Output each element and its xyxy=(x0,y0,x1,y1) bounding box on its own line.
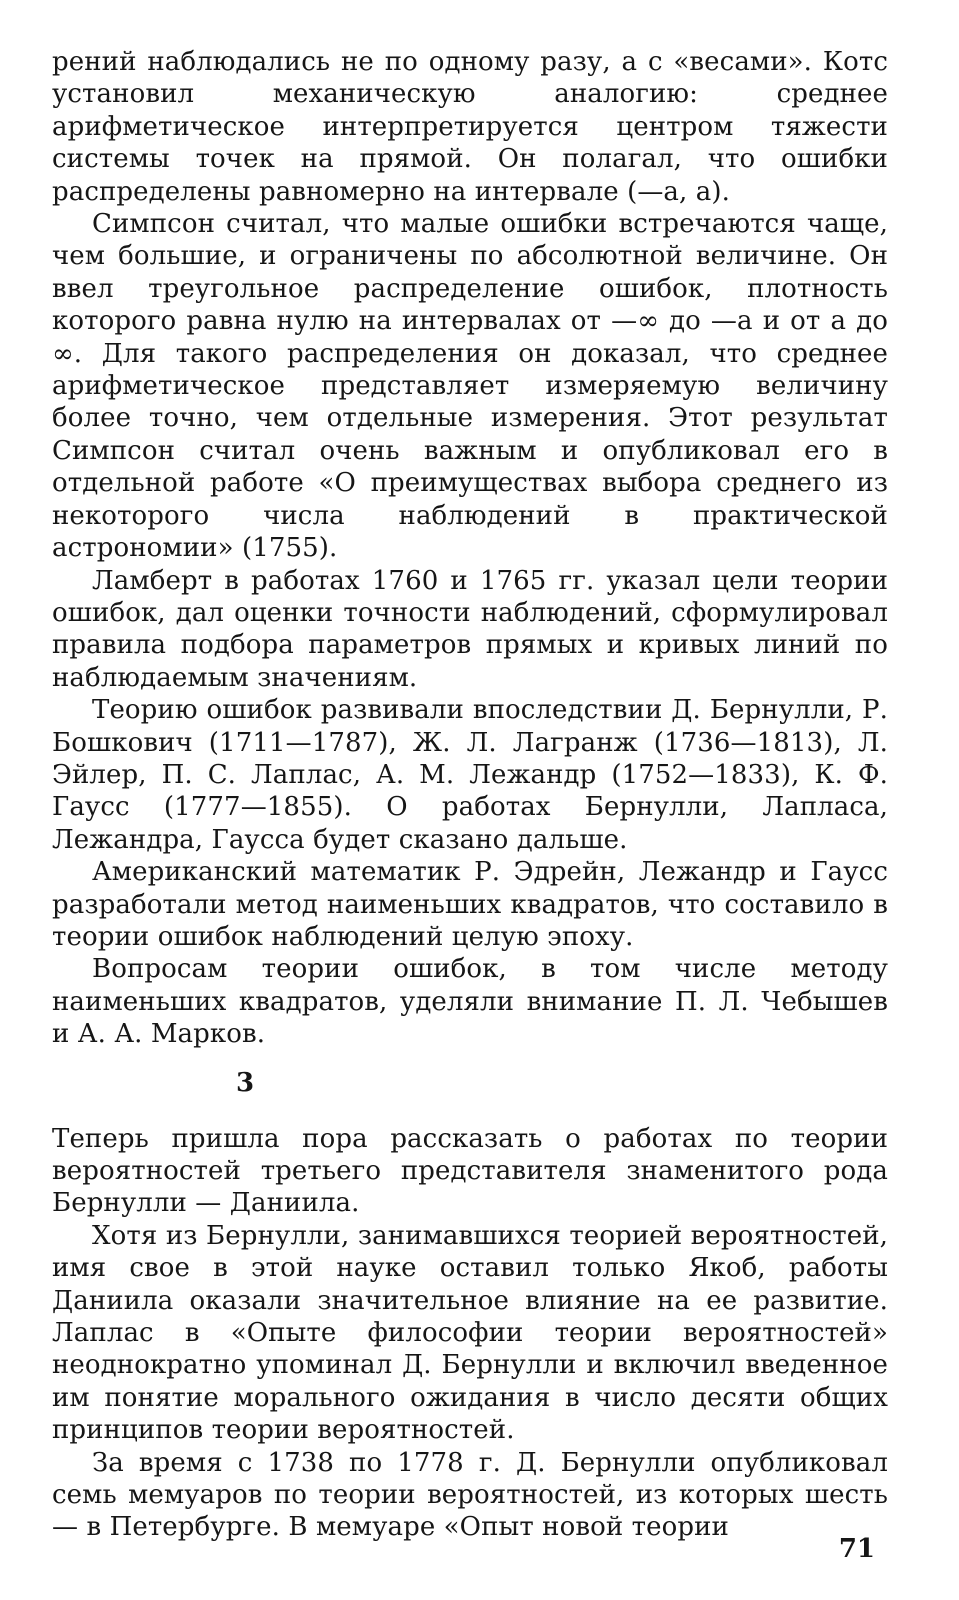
page-number: 71 xyxy=(838,1534,875,1564)
paragraph-memoirs: За время с 1738 по 1778 г. Д. Бернулли опубликовал семь мемуаров по теории вероятностей, из которых шесть — в Петербурге. В мемуаре «Опыт новой теории xyxy=(52,1447,888,1543)
paragraph-chebyshev-markov: Вопросам теории ошибок, в том числе методу наименьших квадратов, уделяли внимание П. Л. Чебышев и А. А. Марков. xyxy=(52,954,888,1050)
paragraph-simpson: Симпсон считал, что малые ошибки встречаются чаще, чем большие, и ограничены по абсолютной величине. Он ввел треугольное распределение ошибок, плотность которого равна нулю на интервалах от —∞ до —a и от a до ∞. Для такого распределения он доказал, что среднее арифметическое представляет измеряемую величину более точно, чем отдельные измерения. Этот результат Симпсон считал очень важным и опубликовал его в отдельной работе «О преимуществах выбора среднего из некоторого числа наблюдений в практической астрономии» (1755). xyxy=(52,209,888,564)
paragraph-daniel-bernoulli: Теперь пришла пора рассказать о работах по теории вероятностей третьего представителя знаменитого рода Бернулли — Даниила. xyxy=(52,1123,888,1219)
page-text xyxy=(52,46,888,1544)
paragraph-bernoulli-influence: Хотя из Бернулли, занимавшихся теорией вероятностей, имя свое в этой науке оставил только Якоб, работы Даниила оказали значительное влияние на ее развитие. Лаплас в «Опыте философии теории вероятностей» неоднократно упоминал Д. Бернулли и включил введенное им понятие морального ожидания в число десяти общих принципов теории вероятностей. xyxy=(52,1220,888,1446)
paragraph-lambert: Ламберт в работах 1760 и 1765 гг. указал цели теории ошибок, дал оценки точности наблюдений, сформулировал правила подбора параметров прямых и кривых линий по наблюдаемым значениям. xyxy=(52,565,888,693)
paragraph-least-squares: Американский математик Р. Эдрейн, Лежандр и Гаусс разработали метод наименьших квадратов, что составило в теории ошибок наблюдений целую эпоху. xyxy=(52,857,888,952)
section-number: 3 xyxy=(236,1067,255,1098)
paragraph-error-theory: Теорию ошибок развивали впоследствии Д. Бернулли, Р. Бошкович (1711—1787), Ж. Л. Лагранж (1736—1813), Л. Эйлер, П. С. Лаплас, А. М. Лежандр (1752—1833), К. Ф. Гаусс (1777—1855). О работах Бернулли, Лапласа, Лежандра, Гаусса будет сказано дальше. xyxy=(52,695,888,855)
paragraph-kots: рений наблюдались не по одному разу, а с «весами». Котс установил механическую аналогию: среднее арифметическое интерпретируется центром тяжести системы точек на прямой. Он полагал, что ошибки распределены равномерно на интервале (—a, a). xyxy=(52,47,888,207)
